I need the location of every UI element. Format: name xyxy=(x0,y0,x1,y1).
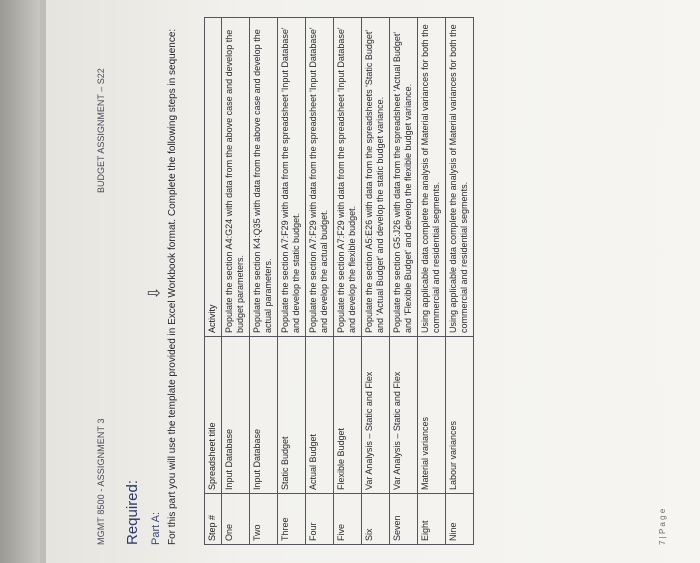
arrow-icon: ⇩ xyxy=(146,286,164,300)
table-row xyxy=(249,18,277,545)
activity-cell: Populate the section A7:F29 with data from the spreadsheet 'Input Database' and develop the static budget. xyxy=(277,18,305,337)
table-row xyxy=(445,18,473,545)
step-cell: Seven xyxy=(389,494,417,545)
title-cell: Input Database xyxy=(221,337,249,494)
table-row xyxy=(361,18,389,545)
table-row xyxy=(221,18,249,545)
activity-cell: Populate the section A4:G24 with data from the above case and develop the budget parameters. xyxy=(221,18,249,337)
activity-cell: Using applicable data complete the analysis of Material variances for both the commercial and residential segments. xyxy=(417,18,445,337)
title-cell: Material variances xyxy=(417,337,445,494)
activity-cell: Populate the section A7:F29 with data from the spreadsheet 'Input Database' and develop the actual budget. xyxy=(305,18,333,337)
desk-background xyxy=(0,0,40,563)
step-cell: Eight xyxy=(417,494,445,545)
title-cell: Var Analysis – Static and Flex xyxy=(389,337,417,494)
header-left: MGMT 8500 - ASSIGNMENT 3 xyxy=(96,418,106,545)
step-cell: Five xyxy=(333,494,361,545)
table-header-row xyxy=(205,18,222,545)
required-heading: Required: xyxy=(124,479,141,545)
steps-table xyxy=(204,17,474,545)
title-cell: Labour variances xyxy=(445,337,473,494)
page-number: 7 | P a g e xyxy=(658,508,667,545)
activity-cell: Populate the section A7:F29 with data from the spreadsheet 'Input Database' and develop the flexible budget. xyxy=(333,18,361,337)
step-cell: Four xyxy=(305,494,333,545)
activity-cell: Populate the section A5:E26 with data from the spreadsheets 'Static Budget' and 'Actual Budget' and develop the static budget variance. xyxy=(361,18,389,337)
part-a-heading: Part A: xyxy=(150,511,162,545)
step-cell: Six xyxy=(361,494,389,545)
step-cell: Three xyxy=(277,494,305,545)
intro-paragraph: For this part you will use the template provided in Excel Workbook format. Complete the following steps in sequence: xyxy=(167,28,178,545)
activity-cell: Populate the section G5:J26 with data from the spreadsheet 'Actual Budget' and 'Flexible Budget' and develop the flexible budget variance. xyxy=(389,18,417,337)
header-spreadsheet-title: Spreadsheet title xyxy=(205,337,222,494)
step-cell: One xyxy=(221,494,249,545)
title-cell: Input Database xyxy=(249,337,277,494)
title-cell: Var Analysis – Static and Flex xyxy=(361,337,389,494)
table-row xyxy=(333,18,361,545)
table-row xyxy=(389,18,417,545)
header-step: Step # xyxy=(205,494,222,545)
table-row xyxy=(417,18,445,545)
title-cell: Flexible Budget xyxy=(333,337,361,494)
title-cell: Actual Budget xyxy=(305,337,333,494)
header-activity: Activity xyxy=(205,18,222,337)
title-cell: Static Budget xyxy=(277,337,305,494)
activity-cell: Using applicable data complete the analysis of Material variances for both the commercial and residential segments. xyxy=(445,18,473,337)
header-right: BUDGET ASSIGNMENT – S22 xyxy=(96,68,106,193)
table-row xyxy=(305,18,333,545)
rotated-document xyxy=(46,0,700,563)
activity-cell: Populate the section K4:Q35 with data from the above case and develop the actual parameters. xyxy=(249,18,277,337)
step-cell: Two xyxy=(249,494,277,545)
step-cell: Nine xyxy=(445,494,473,545)
table-row xyxy=(277,18,305,545)
